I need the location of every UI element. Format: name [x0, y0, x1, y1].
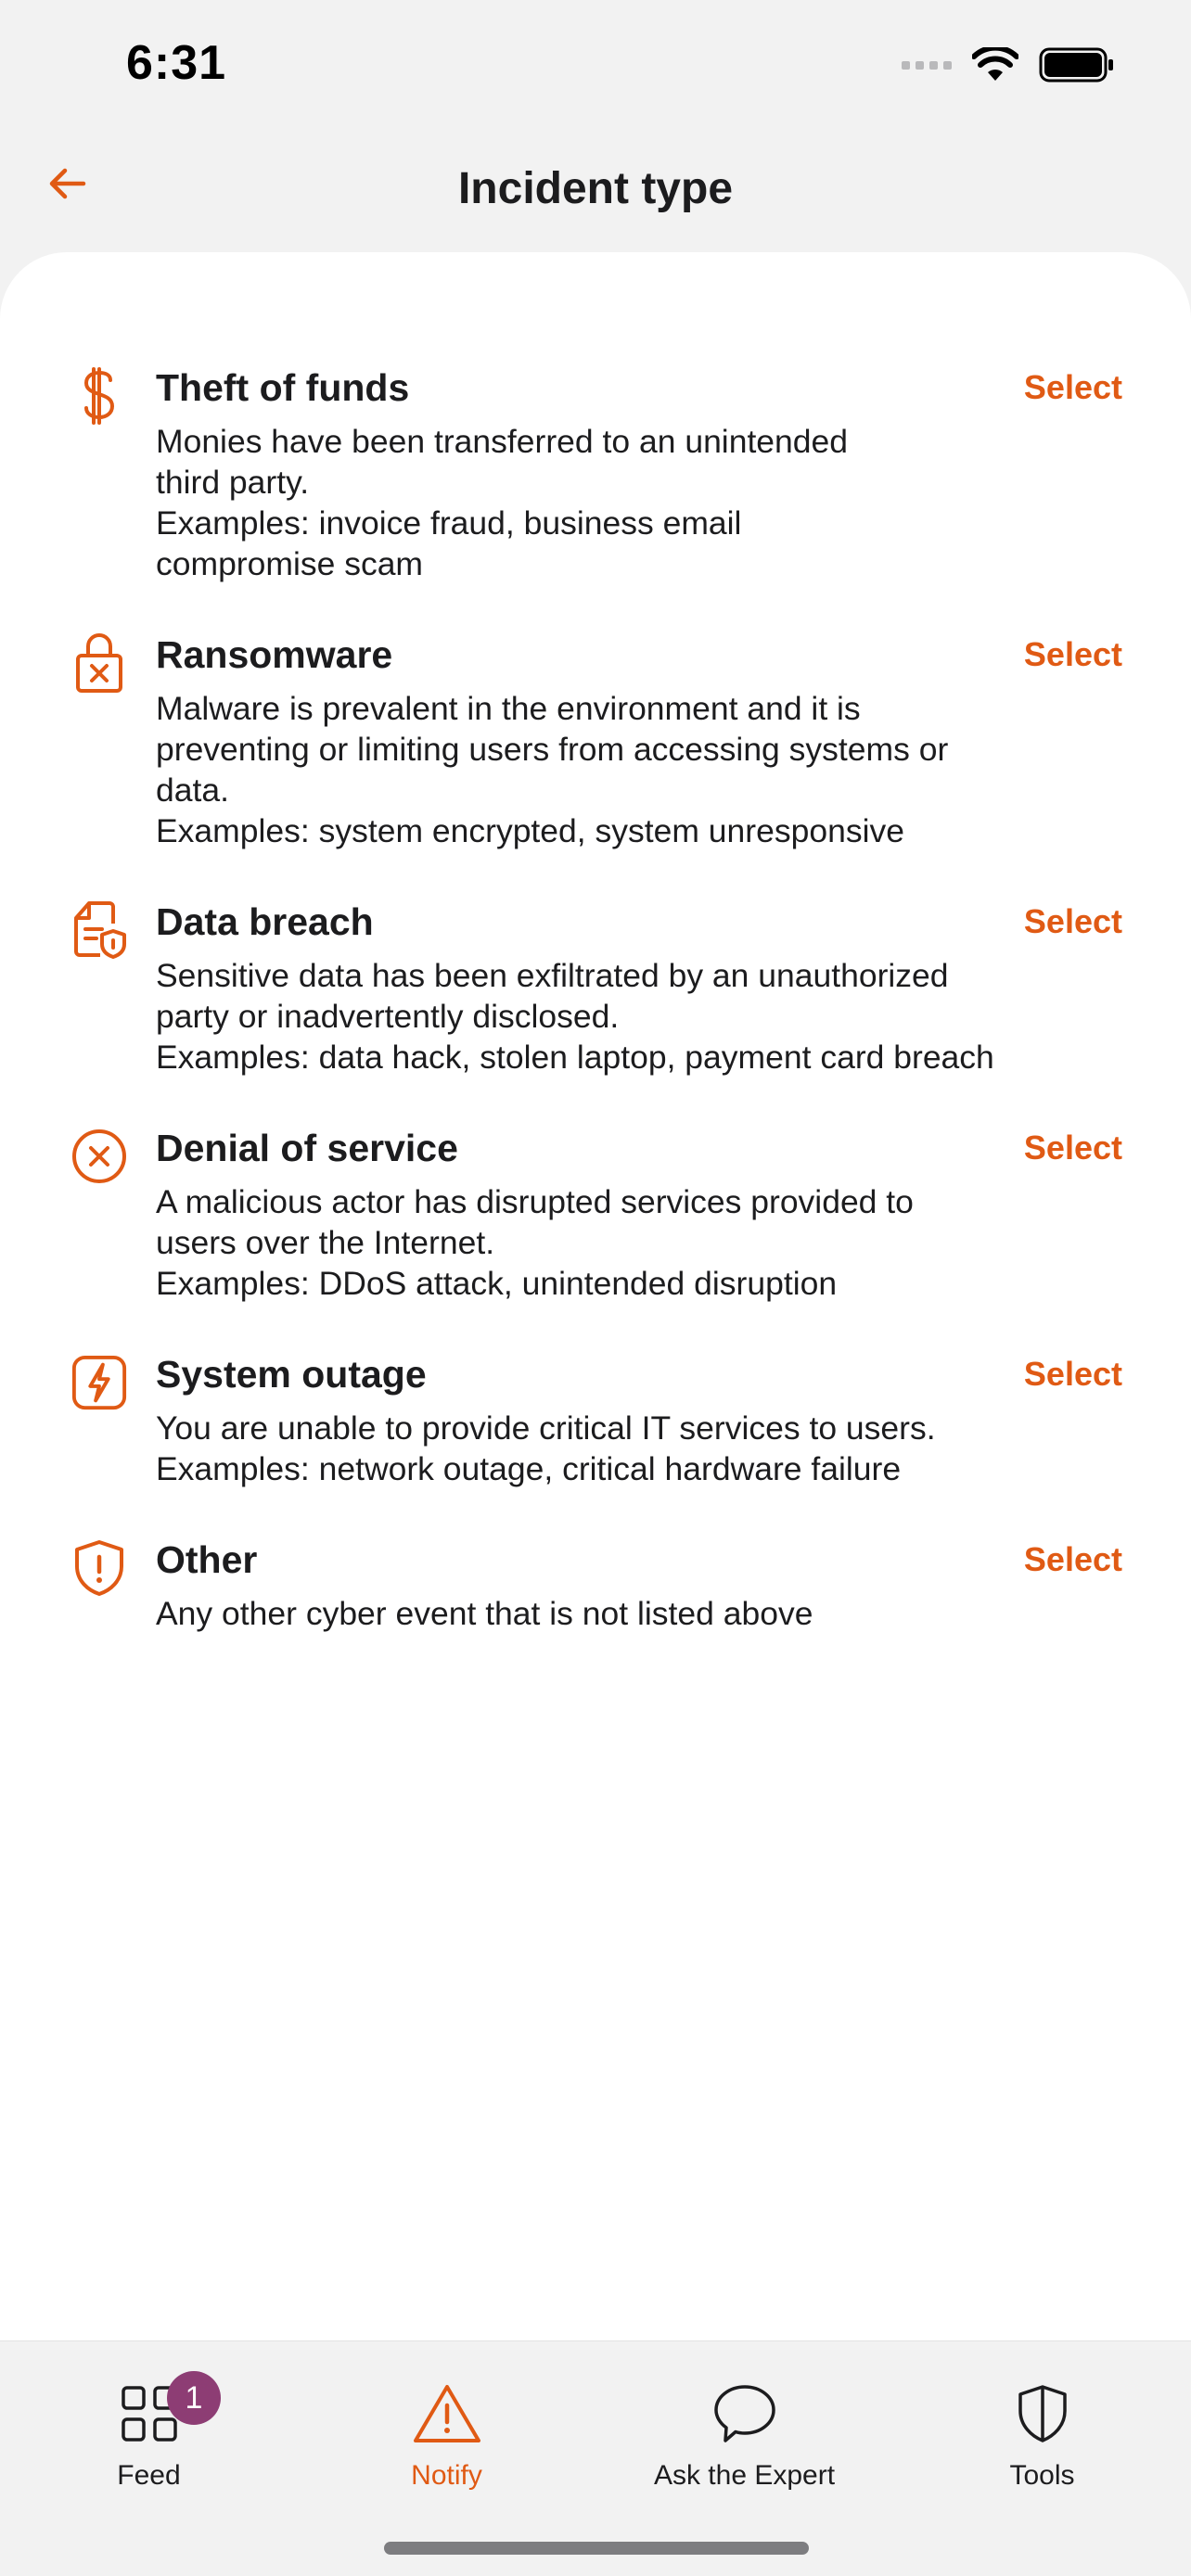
- header: [0, 139, 1191, 250]
- incident-description: [156, 955, 1139, 1078]
- description-line: party or inadvertently disclosed.: [156, 998, 620, 1035]
- select-other-button[interactable]: Select: [1023, 1540, 1122, 1578]
- description-line: third party.: [156, 464, 310, 501]
- shield-icon: [1005, 2377, 1080, 2451]
- status-bar: [0, 0, 1191, 130]
- description-line: Examples: DDoS attack, unintended disruption: [156, 1265, 838, 1302]
- incident-description: [156, 1593, 1139, 1634]
- incident-title: Ransomware: [156, 633, 393, 676]
- select-theft-of-funds-button[interactable]: Select: [1023, 368, 1122, 406]
- select-denial-of-service-button[interactable]: Select: [1023, 1129, 1122, 1167]
- lock-icon: [70, 631, 128, 695]
- incident-list: [0, 252, 1191, 2340]
- lightning-icon: [70, 1350, 128, 1415]
- select-data-breach-button[interactable]: Select: [1023, 902, 1122, 940]
- description-line: Examples: invoice fraud, business email: [156, 504, 742, 542]
- description-line: data.: [156, 772, 229, 809]
- incident-description: [156, 688, 1139, 851]
- tab-tools[interactable]: [893, 2362, 1191, 2501]
- tab-label: Ask the Expert: [653, 2460, 836, 2491]
- description-line: You are unable to provide critical IT services to users.: [156, 1409, 936, 1447]
- description-line: users over the Internet.: [156, 1224, 495, 1261]
- incident-title: Other: [156, 1538, 258, 1581]
- tab-notify[interactable]: [298, 2362, 596, 2501]
- select-system-outage-button[interactable]: Select: [1023, 1355, 1122, 1393]
- tab-bar: [0, 2340, 1191, 2576]
- status-icons: [902, 46, 1115, 83]
- dollar-icon: [70, 363, 128, 428]
- description-line: preventing or limiting users from accessing systems or: [156, 731, 949, 768]
- battery-icon: [1039, 46, 1115, 83]
- select-ransomware-button[interactable]: Select: [1023, 635, 1122, 673]
- page-title: Incident type: [457, 164, 734, 213]
- description-line: Monies have been transferred to an unintended: [156, 423, 849, 460]
- tab-label: Feed: [117, 2460, 181, 2491]
- tab-label: Notify: [411, 2460, 482, 2491]
- tab-feed[interactable]: [0, 2362, 298, 2501]
- tab-label: Tools: [1009, 2460, 1075, 2491]
- description-line: Sensitive data has been exfiltrated by an unauthorized: [156, 957, 949, 994]
- warning-icon: [410, 2377, 484, 2451]
- x-circle-icon: [70, 1124, 128, 1189]
- incident-title: Denial of service: [156, 1127, 458, 1169]
- home-indicator[interactable]: [384, 2542, 809, 2555]
- incident-description: [156, 421, 1139, 584]
- description-line: Examples: data hack, stolen laptop, payment card breach: [156, 1039, 994, 1076]
- document-shield-icon: [70, 898, 128, 963]
- chat-bubble-icon: [708, 2377, 782, 2451]
- description-line: Malware is prevalent in the environment and it is: [156, 690, 861, 727]
- description-line: Any other cyber event that is not listed above: [156, 1595, 813, 1632]
- description-line: Examples: system encrypted, system unresponsive: [156, 812, 904, 849]
- shield-alert-icon: [70, 1536, 128, 1600]
- wifi-icon: [972, 47, 1018, 83]
- description-line: compromise scam: [156, 545, 424, 582]
- incident-title: System outage: [156, 1353, 427, 1396]
- incident-title: Data breach: [156, 900, 374, 943]
- status-time: 6:31: [126, 36, 227, 90]
- cellular-signal-icon: [902, 61, 952, 70]
- description-line: Examples: network outage, critical hardware failure: [156, 1450, 902, 1487]
- description-line: A malicious actor has disrupted services provided to: [156, 1183, 914, 1220]
- incident-description: [156, 1181, 1139, 1304]
- tab-ask-the-expert[interactable]: [596, 2362, 893, 2501]
- incident-title: Theft of funds: [156, 366, 410, 409]
- notification-badge: 1: [167, 2371, 221, 2425]
- incident-description: [156, 1408, 1139, 1489]
